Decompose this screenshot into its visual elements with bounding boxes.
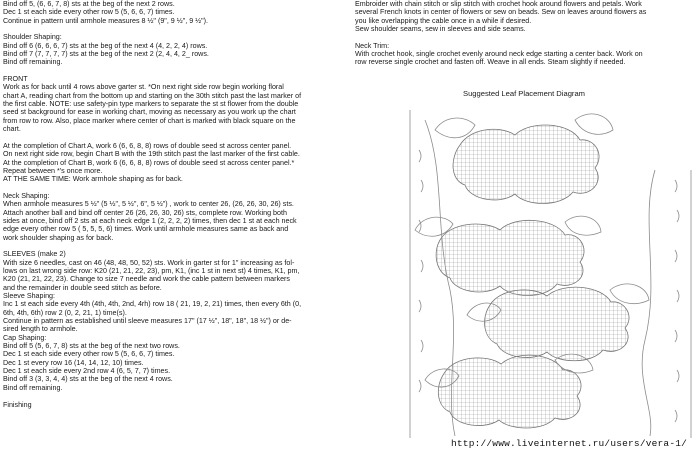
text-line: Continue in pattern as established until sleeve measures 17" (17 ½", 18", 18", 18 ½") or de- <box>3 317 292 326</box>
text-line: Bind off 5, (6, 6, 7, 8) sts at the beg of the next 2 rows. <box>3 0 175 8</box>
diagram-title: Suggested Leaf Placement Diagram <box>463 89 585 98</box>
text-line: When armhole measures 5 ½" (5 ½", 5 ½", 6", 5 ½") , work to center 26, (26, 26, 30, 26) sts. <box>3 200 294 209</box>
text-line: lows on last wrong side row: K20 (21, 21, 22, 23), pm, K1, (inc 1 st in next st) 4 times, K1, pm, <box>3 267 300 275</box>
text-line: 6th, 4th, 6th) row 2 (0, 2, 21, 1) time(s). <box>3 308 127 317</box>
cap-shaping-heading: Cap Shaping: <box>3 333 47 342</box>
text-line: chart. <box>3 125 21 134</box>
neck-shaping-heading: Neck Shaping: <box>3 191 50 200</box>
text-line: At the completion of Chart A, work 6 (6, 6, 8, 8) rows of double seed st across center panel. <box>3 141 292 150</box>
text-line: and the remainder in double seed stitch as before. <box>3 283 162 292</box>
text-line: sides at once, bind off 2 sts at each neck edge 1 (2, 2, 2, 2) times, then dec 1 st at each neck <box>3 216 297 225</box>
flower-3 <box>467 284 649 361</box>
sleeves-heading: SLEEVES (make 2) <box>3 250 66 259</box>
flower-2 <box>415 216 601 295</box>
text-line: Bind off 5 (5, 6, 7, 8) sts at the beg of the next two rows. <box>3 342 180 351</box>
leaf-placement-diagram <box>405 110 697 440</box>
text-line: Repeat between *'s once more. <box>3 166 103 175</box>
text-line: Attach another ball and bind off center 26 (26, 26, 30, 26) sts, complete row. Working both <box>3 208 287 217</box>
text-line: Inc 1 st each side every 4th (4th, 4th, 2nd, 4rh) row 18 ( 21, 19, 2, 21) times, then every 6th (0, <box>3 300 302 309</box>
text-line: Continue in pattern until armhole measures 8 ½" (9", 9 ½", 9 ½"). <box>3 16 209 25</box>
pattern-left-column <box>3 0 351 409</box>
text-line: Embroider with chain stitch or slip stitch with crochet hook around flowers and petals. Work <box>355 0 642 8</box>
pattern-right-column <box>355 0 695 67</box>
text-line: Dec 1 st each side every 2nd row 4 (6, 5, 7, 7) times. <box>3 367 171 376</box>
flower-4 <box>425 354 593 428</box>
neck-trim-heading: Neck Trim: <box>355 41 390 50</box>
text-line: Dec 1 st each side every other row 5 (5, 6, 6, 7) times. <box>3 8 175 17</box>
text-line: With crochet hook, single crochet evenly around neck edge starting a center back. Work on <box>355 50 643 59</box>
text-line: Bind off remaining. <box>3 58 63 67</box>
text-line: edge every other row 5 ( 5, 5, 5, 6) times. Work until armhole measures same as back and <box>3 225 289 234</box>
text-line: Bind off 7 (7, 7, 7, 7) sts at the beg of the next 2 (2, 4, 4, 2_ rows. <box>3 50 209 59</box>
flower-1 <box>435 114 613 204</box>
sleeve-shaping-heading: Sleeve Shaping: <box>3 292 56 301</box>
text-line: Dec 1 st each side every other row 5 (5, 6, 6, 7) times. <box>3 350 175 359</box>
text-line: chart A, reading chart from the bottom up and starting on the 30th stitch past the last marker of <box>3 91 302 100</box>
text-line: On next right side row, begin Chart B with the 19th stitch past the last marker of the first cable. <box>3 150 300 159</box>
text-line: At the completion of Chart B, work 6 (6, 6, 8, 8) rows of double seed st across center panel.* <box>3 158 295 167</box>
text-line: work shoulder shaping as for back. <box>3 233 114 242</box>
source-watermark: http://www.liveinternet.ru/users/vera-1/ <box>451 438 688 449</box>
text-line: Bind off remaining. <box>3 383 63 392</box>
text-line: sired length to armhole. <box>3 325 78 334</box>
text-line: Work as for back until 4 rows above garter st. *On next right side row begin working floral <box>3 83 284 92</box>
text-line: Dec 1 st every row 16 (14, 14, 12, 10) times. <box>3 358 144 367</box>
text-line: With size 6 needles, cast on 46 (48, 48, 50, 52) sts. Work in garter st for 1" increasing as fol- <box>3 258 295 267</box>
front-heading: FRONT <box>3 75 28 84</box>
shoulder-shaping-heading: Shoulder Shaping: <box>3 33 62 42</box>
text-line: row reverse single crochet and fasten off. Weave in all ends. Steam slightly if needed. <box>355 58 626 67</box>
text-line: K20 (21, 21, 22, 23). Change to size 7 needle and work the cable pattern between markers <box>3 275 290 284</box>
left-edge <box>410 110 423 438</box>
text-line: Bind off 6 (6, 6, 6, 7) sts at the beg of the next 4 (4, 2, 2, 4) rows. <box>3 41 208 50</box>
finishing-heading: Finishing <box>3 400 32 409</box>
text-line: seed st background for ease in working chart, moving as necessary as you work up the chart <box>3 108 296 117</box>
text-line: the first cable. NOTE: use safety-pin type markers to separate the st st flower from the double <box>3 100 299 109</box>
text-line: you like overlapping the cable once in a while if desired. <box>355 16 532 25</box>
text-line: Bind off 3 (3, 3, 4, 4) sts at the beg of the next 4 rows. <box>3 375 173 384</box>
text-line: from row to row. Also, place marker where center of chart is marked with black square on the <box>3 116 296 125</box>
text-line: several French knots in center of flowers or sew on beads. Sew on leaves around flowers as <box>355 8 647 17</box>
text-line: AT THE SAME TIME: Work armhole shaping as for back. <box>3 175 183 184</box>
right-edge <box>675 170 691 438</box>
text-line: Sew shoulder seams, sew in sleeves and side seams. <box>355 25 526 34</box>
